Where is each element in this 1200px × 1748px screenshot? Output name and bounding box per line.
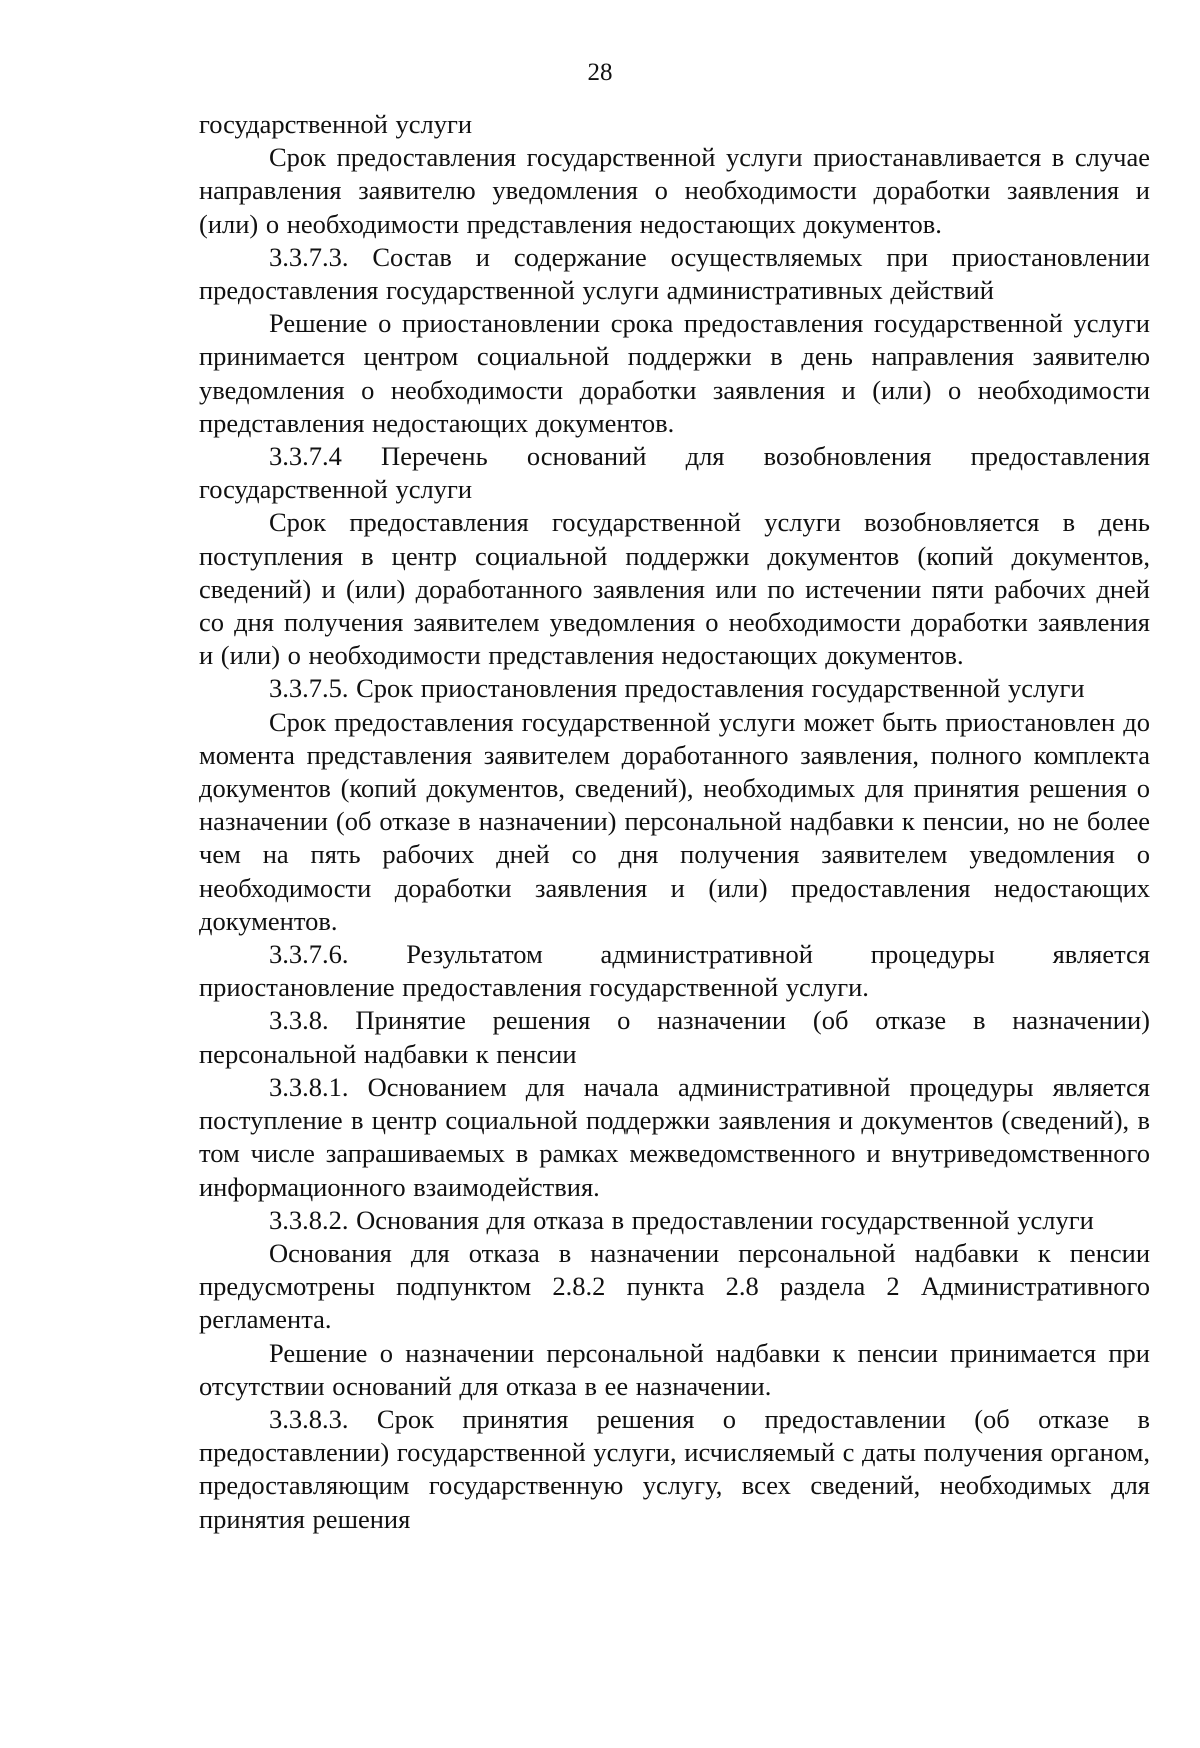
page-number: 28 [587,59,613,86]
document-body [199,108,1150,1536]
paragraph-15: 3.3.8.3. Срок принятия решения о предоставлении (об отказе в предоставлении) государственной услуги, исчисляемый с даты получения органом, предоставляющим государственную услугу, всех сведений, необходимых для принятия решения [199,1403,1150,1534]
paragraph-1: государственной услуги [199,109,473,139]
paragraph-12: 3.3.8.2. Основания для отказа в предоставлении государственной услуги [269,1204,1094,1235]
paragraph-14: Решение о назначении персональной надбавки к пенсии принимается при отсутствии оснований для отказа в ее назначении. [199,1337,1150,1401]
paragraph-5: 3.3.7.4 Перечень оснований для возобновления предоставления государственной услуги [199,441,1150,505]
paragraph-6: Срок предоставления государственной услуги возобновляется в день поступления в центр социальной поддержки документов (копий документов, сведений) и (или) доработанного заявления или по истечении пяти рабочих дней со дня получения заявителем уведомления о необходимости доработки заявления и (или) о необходимости представления недостающих документов. [199,507,1150,671]
paragraph-10: 3.3.8. Принятие решения о назначении (об отказе в назначении) персональной надбавки к пенсии [199,1005,1150,1069]
paragraph-4: Решение о приостановлении срока предоставления государственной услуги принимается центром социальной поддержки в день направления заявителю уведомления о необходимости доработки заявления и (или) о необходимости представления недостающих документов. [199,308,1150,438]
paragraph-2: Срок предоставления государственной услуги приостанавливается в случае направления заявителю уведомления о необходимости доработки заявления и (или) о необходимости представления недостающих документов. [199,142,1150,239]
paragraph-13: Основания для отказа в назначении персональной надбавки к пенсии предусмотрены подпунктом 2.8.2 пункта 2.8 раздела 2 Административного регламента. [199,1237,1150,1335]
paragraph-9: 3.3.7.6. Результатом административной процедуры является приостановление предоставления государственной услуги. [199,939,1150,1003]
paragraph-3: 3.3.7.3. Состав и содержание осуществляемых при приостановлении предоставления государственной услуги административных действий [199,241,1150,306]
paragraph-11: 3.3.8.1. Основанием для начала административной процедуры является поступление в центр социальной поддержки заявления и документов (сведений), в том числе запрашиваемых в рамках межведомственного и внутриведомственного информационного взаимодействия. [199,1071,1150,1202]
paragraph-7: 3.3.7.5. Срок приостановления предоставления государственной услуги [269,673,1085,704]
paragraph-8: Срок предоставления государственной услуги может быть приостановлен до момента представления заявителем доработанного заявления, полного комплекта документов (копий документов, сведений), необходимых для принятия решения о назначении (об отказе в назначении) персональной надбавки к пенсии, но не более чем на пять рабочих дней со дня получения заявителем уведомления о необходимости доработки заявления и (или) предоставления недостающих документов. [199,706,1150,936]
